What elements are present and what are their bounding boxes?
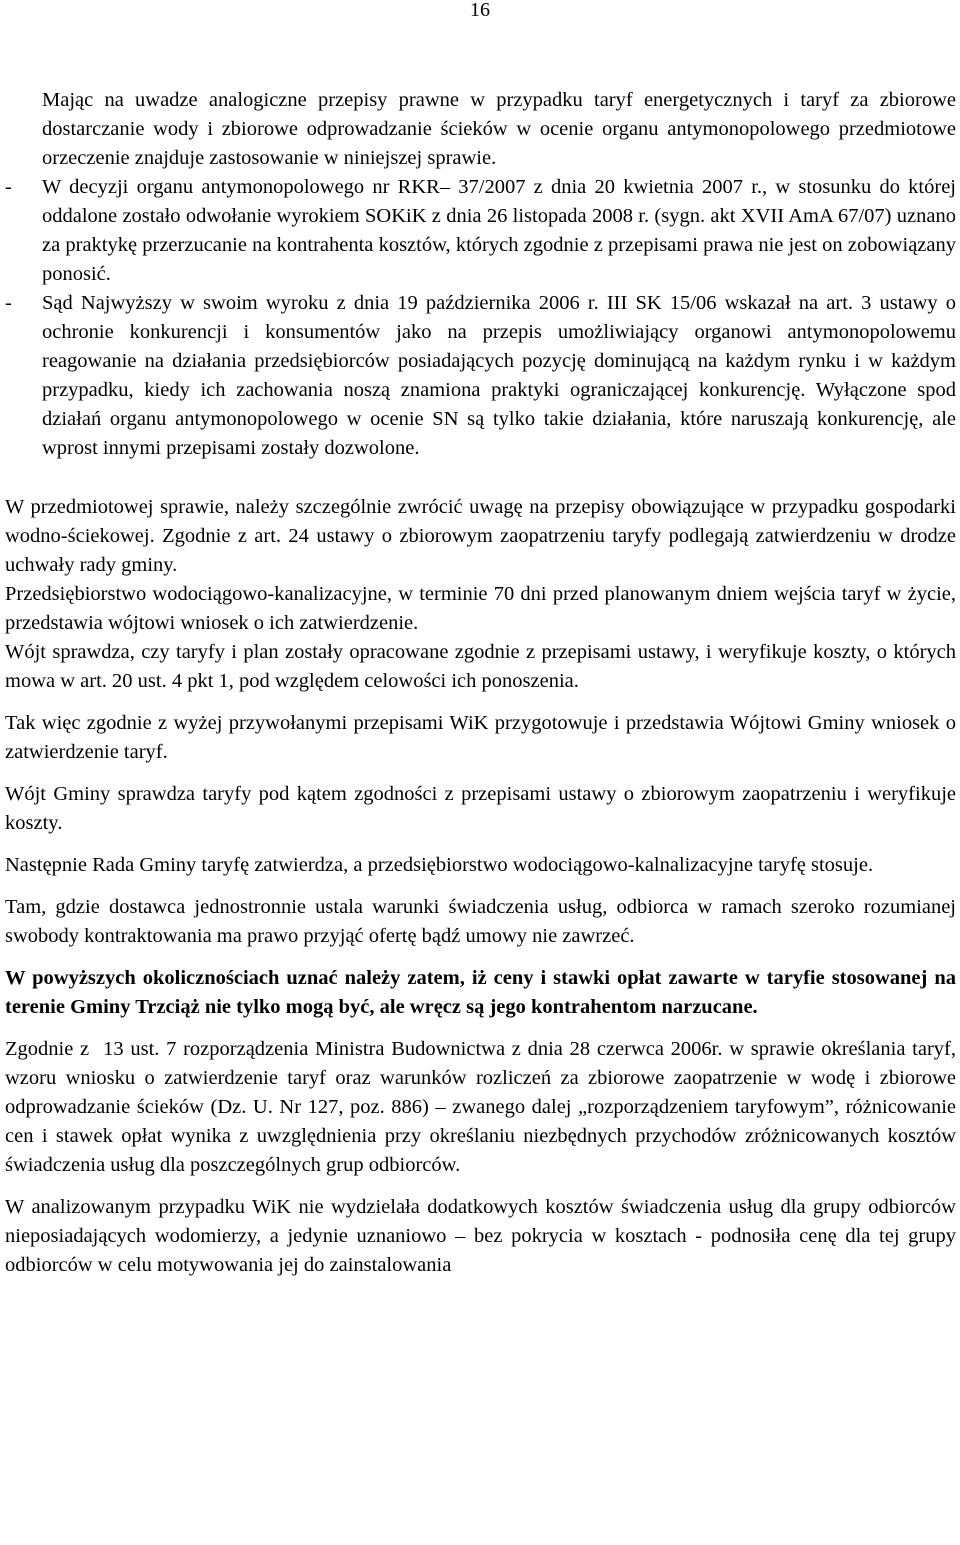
bullet-dash: - [5,292,12,314]
paragraph-council-approves: Następnie Rada Gminy taryfę zatwierdza, a przedsiębiorstwo wodociągowo-kalnalizacyjne taryfę stosuje. [5,854,874,876]
paragraph-wojt-checks: Wójt Gminy sprawdza taryfy pod kątem zgodności z przepisami ustawy o zbiorowym zaopatrzeniu i weryfikuje koszty. [5,783,956,834]
paragraph-wojt-verification: Wójt sprawdza, czy taryfy i plan zostały opracowane zgodnie z przepisami ustawy, i weryfikuje koszty, o których mowa w art. 20 ust. 4 pkt 1, pod względem celowości ich ponoszenia. [5,641,956,692]
page-number: 16 [470,0,490,21]
paragraph-water-regulations: W przedmiotowej sprawie, należy szczególnie zwrócić uwagę na przepisy obowiązujące w przypadku gospodarki wodno-ściekowej. Zgodnie z art. 24 ustawy o zbiorowym zaopatrzeniu taryfy podlegają zatwierdzeniu w drodze uchwały rady gminy. [5,496,956,576]
paragraph-contract-freedom: Tam, gdzie dostawca jednostronnie ustala warunki świadczenia usług, odbiorca w ramach szeroko rozumianej swobody kontraktowania ma prawo przyjąć ofertę bądź umowy nie zawrzeć. [5,896,956,947]
paragraph-analyzed-case: W analizowanym przypadku WiK nie wydzielała dodatkowych kosztów świadczenia usług dla grupy odbiorców nieposiadających wodomierzy, a jedynie uznaniowo – bez pokrycia w kosztach - podnosiła cenę dla tej grupy odbiorców w celu motywowania jej do zainstalowania [5,1196,956,1276]
paragraph-tariff-request: Przedsiębiorstwo wodociągowo-kanalizacyjne, w terminie 70 dni przed planowanym dniem wejścia taryf w życie, przedstawia wójtowi wniosek o ich zatwierdzenie. [5,583,956,634]
document-body [5,86,956,1280]
paragraph-regulation-reference [5,1035,956,1180]
bullet-text: Sąd Najwyższy w swoim wyroku z dnia 19 października 2006 r. III SK 15/06 wskazał na art. 3 ustawy o ochronie konkurencji i konsumentów jako na przepis umożliwiający organowi antymonopolowemu reagowanie na działania przedsiębiorców posiadających pozycję dominującą na każdym rynku i w każdym przypadku, kiedy ich zachowania noszą znamiona praktyki ograniczającej konkurencję. Wyłączone spod działań organu antymonopolowego w ocenie SN są tylko takie działania, które naruszają konkurencję, ale wprost innymi przepisami zostały dozwolone. [42,292,956,459]
paragraph-wik-prepares: Tak więc zgodnie z wyżej przywołanymi przepisami WiK przygotowuje i przedstawia Wójtowi Gminy wniosek o zatwierdzenie taryf. [5,712,956,763]
paragraph-regulation-rest: 13 ust. 7 rozporządzenia Ministra Budownictwa z dnia 28 czerwca 2006r. w sprawie określania taryf, wzoru wniosku o zatwierdzenie taryf oraz warunków rozliczeń za zbiorowe zaopatrzenie w wodę i zbiorowe odprowadzanie ścieków (Dz. U. Nr 127, poz. 886) – zwanego dalej „rozporządzeniem taryfowym”, różnicowanie cen i stawek opłat wynika z uwzględnienia przy określaniu niezbędnych przychodów zróżnicowanych kosztów świadczenia usług dla poszczególnych grup odbiorców. [5,1038,956,1176]
paragraph-regulation-start: Zgodnie z [5,1038,90,1060]
intro-paragraph: Mając na uwadze analogiczne przepisy prawne w przypadku taryf energetycznych i taryf za zbiorowe dostarczanie wody i zbiorowe odprowadzanie ścieków w ocenie organu antymonopolowego przedmiotowe orzeczenie znajduje zastosowanie w niniejszej sprawie. [42,89,956,169]
bullet-dash: - [5,176,12,198]
bullet-item-rkr-decision [5,173,956,289]
bullet-item-supreme-court [5,289,956,463]
paragraph-conclusion: W powyższych okolicznościach uznać należy zatem, iż ceny i stawki opłat zawarte w taryfie stosowanej na terenie Gminy Trzciąż nie tylko mogą być, ale wręcz są jego kontrahentom narzucane. [5,967,956,1018]
bullet-text: W decyzji organu antymonopolowego nr RKR– 37/2007 z dnia 20 kwietnia 2007 r., w stosunku do której oddalone zostało odwołanie wyrokiem SOKiK z dnia 26 listopada 2008 r. (sygn. akt XVII AmA 67/07) uznano za praktykę przerzucanie na kontrahenta kosztów, których zgodnie z przepisami prawa nie jest on zobowiązany ponosić. [42,176,956,285]
